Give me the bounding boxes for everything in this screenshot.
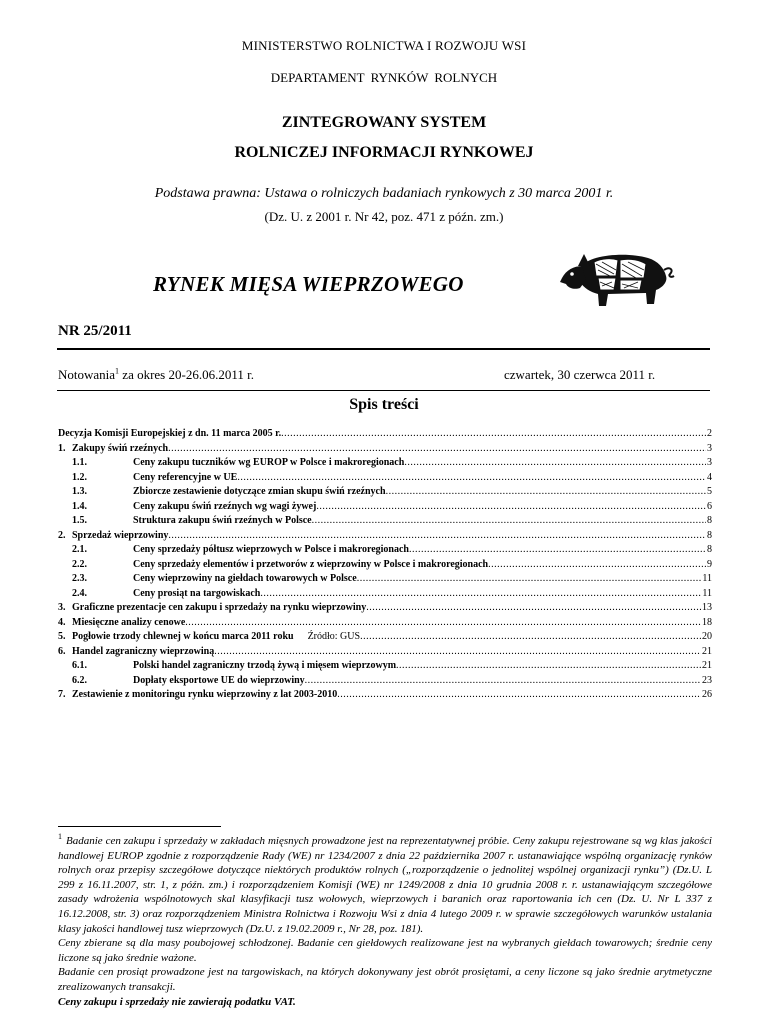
quotation-period-text: za okres 20-26.06.2011 r. [119, 367, 254, 382]
market-title: RYNEK MIĘSA WIEPRZOWEGO [153, 272, 464, 296]
toc-entry-title: Ceny zakupu tuczników wg EUROP w Polsce i makroregionach [133, 457, 405, 468]
toc-entry-number: 2.4. [72, 587, 87, 599]
toc-entry-number: 2.3. [72, 573, 87, 584]
toc-entry-title: Ceny sprzedaży półtusz wieprzowych w Polsce i makroregionach [133, 544, 409, 555]
toc-entry-page: 3 [707, 457, 712, 468]
toc-entry[interactable] [58, 442, 712, 457]
ministry-name: MINISTERSTWO ROLNICTWA I ROZWOJU WSI [241, 38, 527, 53]
toc-entry-number: 1.2. [72, 471, 87, 483]
toc-leader-dots [488, 558, 706, 573]
toc-entry[interactable] [58, 514, 712, 529]
toc-leader-dots [312, 514, 706, 529]
toc-entry-number: 1.5. [72, 515, 87, 526]
toc-entry-number: 2.2. [72, 558, 87, 570]
toc-entry-page: 8 [707, 515, 712, 526]
toc-entry-page: 5 [707, 486, 712, 497]
toc-entry[interactable] [58, 558, 712, 573]
pig-logo-icon [558, 246, 676, 312]
footnote [58, 834, 712, 1009]
toc-entry-title: Ceny sprzedaży elementów i przetworów z wieprzowiny w Polsce i makroregionach [133, 558, 489, 570]
quotation-period [58, 367, 254, 383]
toc-leader-dots [366, 601, 701, 616]
toc-entry-title: Ceny referencyjne w UE [133, 471, 238, 483]
toc-leader-dots [168, 442, 706, 457]
toc-entry-number: 2.1. [72, 544, 87, 555]
toc-entry-number: 3. [58, 602, 66, 613]
toc-entry[interactable] [58, 572, 712, 587]
toc-entry-page: 8 [707, 529, 712, 541]
toc-entry-number: 2. [58, 529, 66, 541]
toc-entry-number: 4. [58, 616, 66, 628]
toc-leader-dots [214, 645, 701, 660]
toc-leader-dots [305, 674, 701, 689]
toc-entry-page: 6 [707, 500, 712, 512]
toc-leader-dots [360, 630, 701, 645]
toc-entry-page: 4 [707, 471, 712, 483]
toc-entry-title: Graficzne prezentacje cen zakupu i sprzedaży na rynku wieprzowiny [72, 602, 367, 613]
toc-entry-source: Źródło: GUS [307, 631, 361, 642]
toc-entry-title: Dopłaty eksportowe UE do wieprzowiny [133, 674, 305, 686]
toc-entry-number: 1. [58, 442, 66, 454]
toc-entry[interactable] [58, 456, 712, 471]
toc-entry-title: Pogłowie trzody chlewnej w końcu marca 2011 roku [72, 631, 294, 642]
toc-entry[interactable] [58, 601, 712, 616]
toc-divider [57, 390, 710, 391]
toc-entry-title: Polski handel zagraniczny trzodą żywą i mięsem wieprzowym [133, 660, 397, 671]
toc-entry-number: 6. [58, 645, 66, 657]
toc-leader-dots [409, 543, 706, 558]
toc-entry-title: Ceny prosiąt na targowiskach [133, 587, 261, 599]
footnote-separator [58, 826, 221, 827]
toc-entry-page: 3 [707, 442, 712, 454]
system-title-line2: ROLNICZEJ INFORMACJI RYNKOWEJ [234, 144, 534, 161]
issue-number: NR 25/2011 [58, 323, 132, 339]
toc-entry-number: 7. [58, 689, 66, 700]
footnote-mark: 1 [58, 832, 62, 842]
toc-title: Spis treści [349, 396, 419, 413]
toc-leader-dots [281, 427, 706, 442]
toc-entry-page: 21 [702, 645, 712, 657]
toc-entry-title: Sprzedaż wieprzowiny [72, 529, 169, 541]
toc-entry[interactable] [58, 587, 712, 602]
footnote-paragraph-2: Ceny zbierane są dla masy poubojowej schłodzonej. Badanie cen giełdowych realizowane jest na wybranych giełdach towarowych; średnie ceny liczone są jako średnie ważone. [58, 937, 712, 964]
toc-leader-dots [357, 572, 702, 587]
footnote-paragraph-3: Badanie cen prosiąt prowadzone jest na targowiskach, na których dokonywany jest obrót prosiętami, a ceny liczone są jako średnie arytmetyczne zrealizowanych transakcji. [58, 966, 712, 993]
toc-leader-dots [396, 659, 701, 674]
toc-leader-dots [386, 485, 706, 500]
toc-entry-title: Miesięczne analizy cenowe [72, 616, 186, 628]
toc-leader-dots [237, 471, 706, 486]
toc-leader-dots [316, 500, 706, 515]
toc-entry[interactable] [58, 688, 712, 703]
toc-entry-number: 6.2. [72, 674, 87, 686]
toc-entry[interactable] [58, 659, 712, 674]
footnote-vat-note: Ceny zakupu i sprzedaży nie zawierają podatku VAT. [58, 995, 296, 1008]
toc-entry[interactable] [58, 616, 712, 631]
toc-entry-page: 2 [707, 428, 712, 439]
toc-leader-dots [168, 529, 706, 544]
legal-basis: Podstawa prawna: Ustawa o rolniczych badaniach rynkowych z 30 marca 2001 r. [154, 186, 614, 201]
journal-reference: (Dz. U. z 2001 r. Nr 42, poz. 471 z późn. zm.) [264, 209, 504, 224]
toc-entry-title: Ceny zakupu świń rzeźnych wg wagi żywej [133, 500, 317, 512]
toc-entry[interactable] [58, 674, 712, 689]
toc-leader-dots [404, 456, 706, 471]
toc-entry-page: 13 [702, 602, 712, 613]
header-divider [57, 348, 710, 350]
toc-entry[interactable] [58, 471, 712, 486]
toc-entry-page: 23 [702, 674, 712, 686]
toc-leader-dots [185, 616, 701, 631]
toc-entry-title: Struktura zakupu świń rzeźnych w Polsce [133, 515, 312, 526]
toc-leader-dots [337, 688, 701, 703]
quotation-label: Notowania [58, 367, 116, 382]
toc-entry-title: Decyzja Komisji Europejskiej z dn. 11 marca 2005 r. [58, 428, 282, 439]
toc-entry-title: Handel zagraniczny wieprzowiną [72, 645, 215, 657]
toc-entry[interactable] [58, 427, 712, 442]
table-of-contents [58, 427, 712, 703]
toc-entry[interactable] [58, 529, 712, 544]
toc-entry-title: Zbiorcze zestawienie dotyczące zmian skupu świń rzeźnych [133, 486, 386, 497]
toc-entry-title: Zestawienie z monitoringu rynku wieprzowiny z lat 2003-2010 [72, 689, 338, 700]
toc-entry-title: Zakupy świń rzeźnych [72, 442, 169, 454]
toc-entry-page: 26 [702, 689, 712, 700]
system-title-line1: ZINTEGROWANY SYSTEM [281, 114, 487, 131]
toc-leader-dots [260, 587, 701, 602]
toc-entry[interactable] [58, 645, 712, 660]
toc-entry-page: 20 [702, 631, 712, 642]
toc-entry-title: Ceny wieprzowiny na giełdach towarowych w Polsce [133, 573, 357, 584]
toc-entry[interactable] [58, 630, 712, 645]
toc-entry-page: 21 [702, 660, 712, 671]
toc-entry-page: 8 [707, 544, 712, 555]
toc-entry[interactable] [58, 500, 712, 515]
toc-entry-number: 5. [58, 631, 66, 642]
toc-entry-number: 1.4. [72, 500, 87, 512]
toc-entry-page: 9 [707, 558, 712, 570]
toc-entry-number: 1.3. [72, 486, 87, 497]
toc-entry-page: 11 [702, 587, 712, 599]
toc-entry-page: 18 [702, 616, 712, 628]
toc-entry[interactable] [58, 485, 712, 500]
toc-entry[interactable] [58, 543, 712, 558]
toc-entry-page: 11 [702, 573, 712, 584]
publication-date: czwartek, 30 czerwca 2011 r. [504, 367, 656, 382]
toc-entry-number: 1.1. [72, 457, 87, 468]
footnote-paragraph-1: Badanie cen zakupu i sprzedaży w zakładach mięsnych prowadzone jest na reprezentatywnej próbie. Ceny zakupu rejestrowane są wg klas jakości handlowej EUROP zgodnie z rozporządzenie Rady (WE) nr 1234/2007 z dnia 22 października 2007 r. ustanawiające wspólną organizację rynków rolnych oraz przepisy szczegółowe dotyczące niektórych produktów rolnych („rozporządzenie o jednolitej wspólnej organizacji rynku”) (Dz.U. L 299 z 16.11.2007, str. 1, z późn. zm.) i rozporządzeniem Komisji (WE) nr 1249/2008 z dnia 10 grudnia 2008 r. r. ustanawiającym szczegółowe zasady wdrożenia wspólnotowych skal klasyfikacji tusz wołowych, wieprzowych i baranich oraz raportowania ich cen (Dz. U. Nr L 337 z 16.12.2008, str. 3) oraz rozporządzeniem Ministra Rolnictwa i Rozwoju Wsi z dnia 4 lutego 2009 r. w sprawie szczegółowych warunków ustalania klasy jakości handlowej tusz wieprzowych (Dz.U. z 19.02.2009 r., Nr 28, poz. 181). [58, 835, 712, 935]
footnote-reference[interactable]: 1 [115, 366, 120, 376]
department-name: DEPARTAMENT RYNKÓW ROLNYCH [270, 70, 498, 85]
toc-entry-number: 6.1. [72, 660, 87, 671]
